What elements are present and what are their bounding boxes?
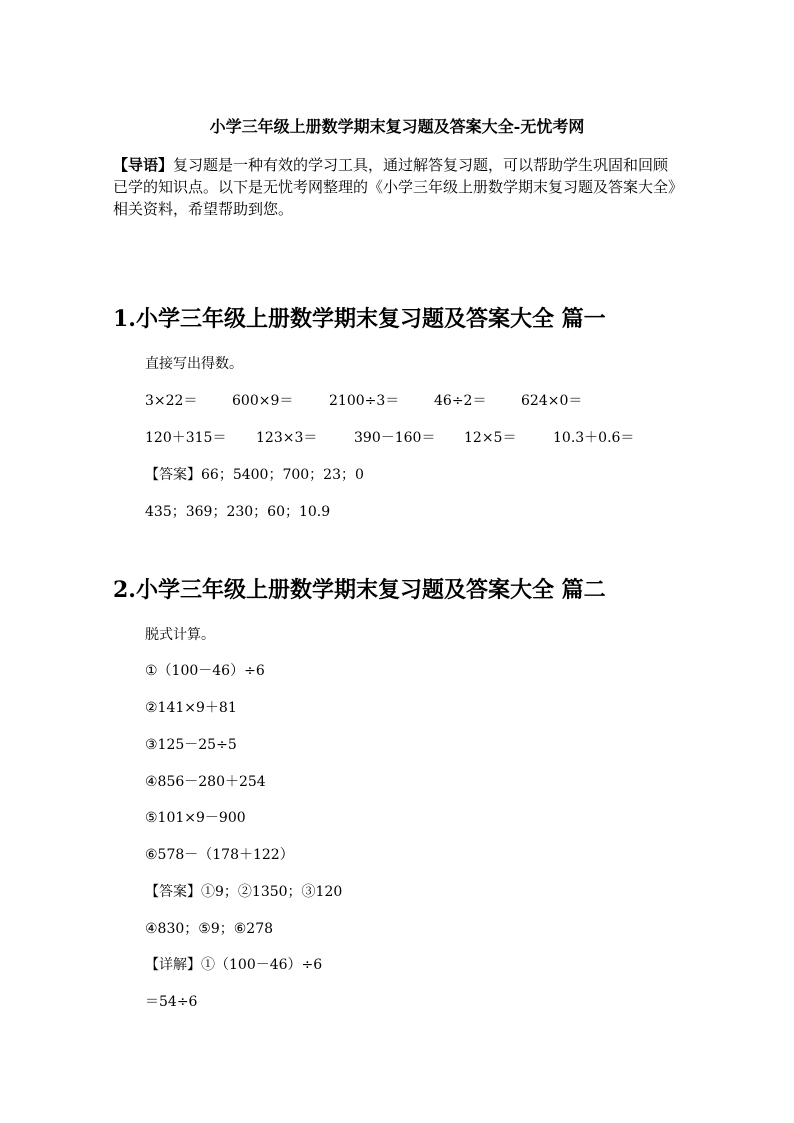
problem-item: ③125－25÷5 xyxy=(145,737,237,753)
equation: 600×9＝ xyxy=(232,393,294,409)
equation: 123×3＝ xyxy=(256,430,318,446)
problem-item: ⑤101×9－900 xyxy=(145,810,246,826)
answer-values: 66；5400；700；23；0 xyxy=(201,467,364,483)
section2-answer xyxy=(145,881,342,901)
equation: 624×0＝ xyxy=(521,393,583,409)
detail-step: ①（100－46）÷6 xyxy=(201,957,323,973)
section1-instruction: 直接写出得数。 xyxy=(145,356,243,372)
intro-lead: 【导语】 xyxy=(113,156,174,174)
equation: 3×22＝ xyxy=(145,393,198,409)
section1-heading: 1.小学三年级上册数学期末复习题及答案大全 篇一 xyxy=(113,306,606,332)
equation: 390－160＝ xyxy=(354,430,436,446)
section2-instruction: 脱式计算。 xyxy=(145,627,215,643)
problem-item: ④856－280＋254 xyxy=(145,774,266,790)
answer-values: ①9；②1350；③120 xyxy=(201,884,343,900)
section1-row2 xyxy=(0,427,794,447)
section1-row1 xyxy=(0,390,794,410)
equation: 2100÷3＝ xyxy=(329,393,400,409)
section2-answer-line2: ④830；⑤9；⑥278 xyxy=(145,921,274,937)
equation: 12×5＝ xyxy=(464,430,517,446)
intro-text: 复习题是一种有效的学习工具，通过解答复习题，可以帮助学生巩固和回顾已学的知识点。以下是无忧考网整理的《小学三年级上册数学期末复习题及答案大全》相关资料，希望帮助到您。 xyxy=(113,156,676,218)
section2-heading: 2.小学三年级上册数学期末复习题及答案大全 篇二 xyxy=(113,577,606,603)
answer-label: 【答案】 xyxy=(145,467,201,483)
detail-label: 【详解】 xyxy=(145,957,201,973)
section2-detail xyxy=(145,954,322,974)
equation: 120＋315＝ xyxy=(145,430,227,446)
problem-item: ②141×9＋81 xyxy=(145,700,237,716)
equation: 46÷2＝ xyxy=(434,393,487,409)
section1-answer-line2: 435；369；230；60；10.9 xyxy=(145,504,331,520)
document-title: 小学三年级上册数学期末复习题及答案大全-无忧考网 xyxy=(209,117,585,136)
answer-label: 【答案】 xyxy=(145,884,201,900)
problem-item: ①（100－46）÷6 xyxy=(145,663,265,679)
problem-item: ⑥578－（178＋122） xyxy=(145,847,294,863)
intro-paragraph xyxy=(113,154,681,220)
section2-detail-line2: ＝54÷6 xyxy=(145,994,198,1010)
section1-answer xyxy=(145,464,364,484)
equation: 10.3＋0.6＝ xyxy=(553,430,635,446)
